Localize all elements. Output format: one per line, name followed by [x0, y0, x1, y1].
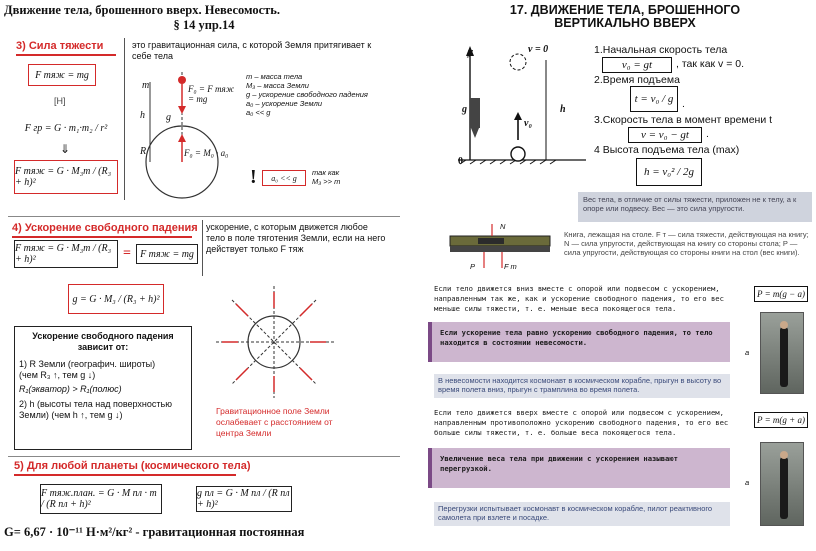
up-formula: [754, 412, 808, 428]
up-motion-text: Если тело движется вверх вместе с опорой или подвесом с ускорением, направленным противоположно ускорению свободного падения, то его вес больше силы тяжести, т. е. больше веса покоящегося тела.: [434, 408, 729, 437]
weightless-panel: [428, 322, 730, 362]
figure-radius-label: R: [140, 146, 147, 157]
g-depends-item1c: R₁(экватор) > R₁(полюс): [19, 384, 122, 394]
down-formula-text: P = m(g − a): [757, 289, 805, 299]
throw-g-label: g: [462, 104, 467, 115]
figure-height-label: h: [140, 110, 145, 121]
figure-eq1: F₀ = F тяж = mg: [188, 84, 235, 104]
g-derive-formula1: [14, 240, 118, 268]
planet-g-formula: [196, 486, 292, 512]
g-depends-item2a: 2) h (высоты тела над поверхностью: [19, 399, 172, 409]
elevator-down-a-label: a: [745, 348, 750, 357]
legend-earth-acc: a₀ – ускорение Земли: [246, 99, 323, 108]
weightless-note: В невесомости находится космонавт в космическом корабле, прыгун в высоту во время полета вниз, прыгун с трамплина во время полета.: [438, 376, 722, 394]
section3-heading: 3) Сила тяжести: [16, 40, 104, 52]
p3-formula: [628, 127, 702, 143]
book-table-figure: [448, 224, 554, 278]
p1-formula-text: v₀ = gt: [621, 59, 653, 71]
gravity-field-figure: [212, 282, 340, 400]
p2-formula: [630, 86, 678, 112]
g-formula-text: g = G · M₃ / (R₃ + h)²: [72, 293, 160, 305]
figure-eq2: F₀ = M₀ · a₀: [184, 148, 229, 158]
legend-mass-body: m – масса тела: [246, 72, 303, 81]
planet-gravity-formula: [40, 484, 162, 514]
weightless-note-panel: [434, 374, 730, 398]
p4-label: 4 Высота подъема тела (max): [594, 144, 740, 156]
exclaim-mark: !: [250, 166, 257, 188]
book-P-label: P: [470, 262, 476, 271]
g-depends-title: Ускорение свободного падения зависит от:: [32, 331, 174, 352]
gravitational-constant: G= 6,67 · 10⁻¹¹ Н·м²/кг² - гравитационная постоянная: [4, 525, 305, 539]
g-derive-formula2: [136, 244, 198, 264]
warn-box-text: a₀ << g: [271, 173, 297, 183]
g-formula-box: [68, 284, 164, 314]
p1-note: , так как v = 0.: [676, 58, 745, 70]
book-F-label: F т: [504, 262, 517, 271]
section4-divider-top: [8, 216, 400, 217]
section4-underline: [12, 236, 192, 238]
right-title-line2: ВЕРТИКАЛЬНО ВВЕРХ: [554, 16, 696, 30]
field-caption: Гравитационное поле Земли ослабевает с расстоянием от центра Земли: [216, 406, 333, 438]
p4-formula: [636, 158, 702, 186]
p2-dot: .: [682, 98, 685, 110]
g-depends-box: [14, 326, 192, 450]
section5-underline: [14, 474, 236, 476]
page-title-line1: Движение тела, брошенного вверх. Невесомость.: [4, 3, 281, 17]
throw-v-label: v₀: [524, 118, 532, 129]
figure-mass-label: m: [142, 80, 150, 91]
book-N-label: N: [500, 222, 506, 231]
book-caption: Книга, лежащая на столе. F т — сила тяжести, действующая на книгу; N — сила упругости, действующая на книгу со стороны стола; P — сила упругости, действующая со стороны книги на стол (вес книги).: [564, 230, 809, 257]
section3-legend: [246, 72, 396, 117]
gravity-formula-box: [28, 64, 96, 86]
section4-definition: ускорение, с которым движется любое тело в поле тяготения Земли, если на него действует только F тяж: [206, 222, 386, 254]
elevator-photo-down: [760, 312, 804, 394]
gravity-earth-formula-box: [14, 160, 118, 194]
g-derive-text1: F тяж = G · M₃m / (R₃ + h)²: [15, 243, 112, 265]
newton-unit: [Н]: [54, 96, 66, 106]
gravity-formula: F тяж = mg: [35, 69, 89, 81]
throw-origin-label: 0: [458, 156, 463, 167]
overload-text: Увеличение веса тела при движении с ускорением называют перегрузкой.: [440, 454, 678, 473]
p4-formula-text: h = v₀² / 2g: [644, 166, 694, 178]
p2-label: 2.Время подъема: [594, 74, 680, 86]
legend-g: g – ускорение свободного падения: [246, 90, 368, 99]
p2-formula-text: t = v₀ / g: [634, 93, 674, 105]
overload-note-panel: [434, 502, 730, 526]
weight-note-panel: [578, 192, 812, 222]
figure-g-label: g: [166, 112, 171, 123]
gravitation-law-text: F гр = G · m₁·m₂ / r²: [24, 122, 108, 134]
warn-note-line2: M₃ >> m: [312, 177, 341, 186]
section3-definition: это гравитационная сила, с которой Земля притягивает к себе тела: [132, 40, 372, 61]
overload-panel: [428, 448, 730, 488]
section4-divider: [202, 220, 203, 276]
warn-box: [262, 170, 306, 186]
gravitation-law-formula: [16, 114, 116, 142]
p1-formula: [602, 57, 672, 73]
up-formula-text: P = m(g + a): [757, 415, 805, 425]
gravity-earth-formula: F тяж = G · M₃m / (R₃ + h)²: [15, 166, 112, 188]
section5-heading: 5) Для любой планеты (космического тела): [14, 460, 251, 472]
down-formula: [754, 286, 808, 302]
down-motion-text: Если тело движется вниз вместе с опорой или подвесом с ускорением, направленным так же, как и ускорение свободного падения, то его вес меньше силы тяжести, т. е. меньше веса покоящегося тела.: [434, 284, 724, 313]
g-derive-text2: F тяж = mg: [140, 248, 194, 260]
section5-divider-top: [8, 456, 400, 457]
page-title-line2: § 14 упр.14: [173, 18, 235, 32]
warn-note: [312, 168, 340, 186]
elevator-photo-up: [760, 442, 804, 526]
equals-sign: =: [123, 246, 131, 261]
page-title: [4, 3, 404, 33]
g-depends-item1a: 1) R Земли (географич. широты): [19, 359, 156, 369]
section3-divider: [124, 38, 125, 200]
overload-note: Перегрузки испытывает космонавт в космическом корабле, пилот реактивного самолета при взлете и посадке.: [438, 504, 713, 522]
p1-label: 1.Начальная скорость тела: [594, 44, 728, 56]
section4-heading: 4) Ускорение свободного падения: [12, 222, 198, 234]
p3-dot: .: [706, 128, 709, 140]
g-depends-item1b: (чем R₃ ↑, тем g ↓): [19, 370, 96, 380]
elevator-up-a-label: a: [745, 478, 750, 487]
vertical-throw-figure: [450, 40, 590, 168]
warn-note-line1: так как: [312, 168, 340, 177]
weightless-text: Если ускорение тела равно ускорению свободного падения, то тело находится в состоянии невесомости.: [440, 328, 713, 347]
p3-label: 3.Скорость тела в момент времени t: [594, 114, 773, 126]
planet-g-text: g пл = G · M пл / (R пл + h)²: [197, 488, 290, 510]
planet-gravity-text: F тяж.план. = G · M пл · m / (R пл + h)²: [41, 488, 157, 510]
weight-note-text: Вес тела, в отличие от силы тяжести, приложен не к телу, а к опоре или подвесу. Вес — это сила упругости.: [583, 195, 797, 213]
right-title-line1: 17. ДВИЖЕНИЕ ТЕЛА, БРОШЕННОГО: [509, 3, 741, 17]
g-depends-item2b: Земли) (чем h ↑, тем g ↓): [19, 410, 123, 420]
legend-mass-earth: M₃ – масса Земли: [246, 81, 309, 90]
p3-formula-text: v = v₀ − gt: [641, 129, 689, 141]
implies-arrow: ⇓: [60, 142, 71, 156]
section3-underline: [16, 54, 116, 56]
legend-acc-compare: a₀ << g: [246, 108, 271, 117]
throw-v0-label: v = 0: [528, 44, 549, 55]
throw-y-label: y: [468, 46, 473, 58]
right-title: [500, 4, 750, 30]
throw-h-label: h: [560, 104, 566, 115]
